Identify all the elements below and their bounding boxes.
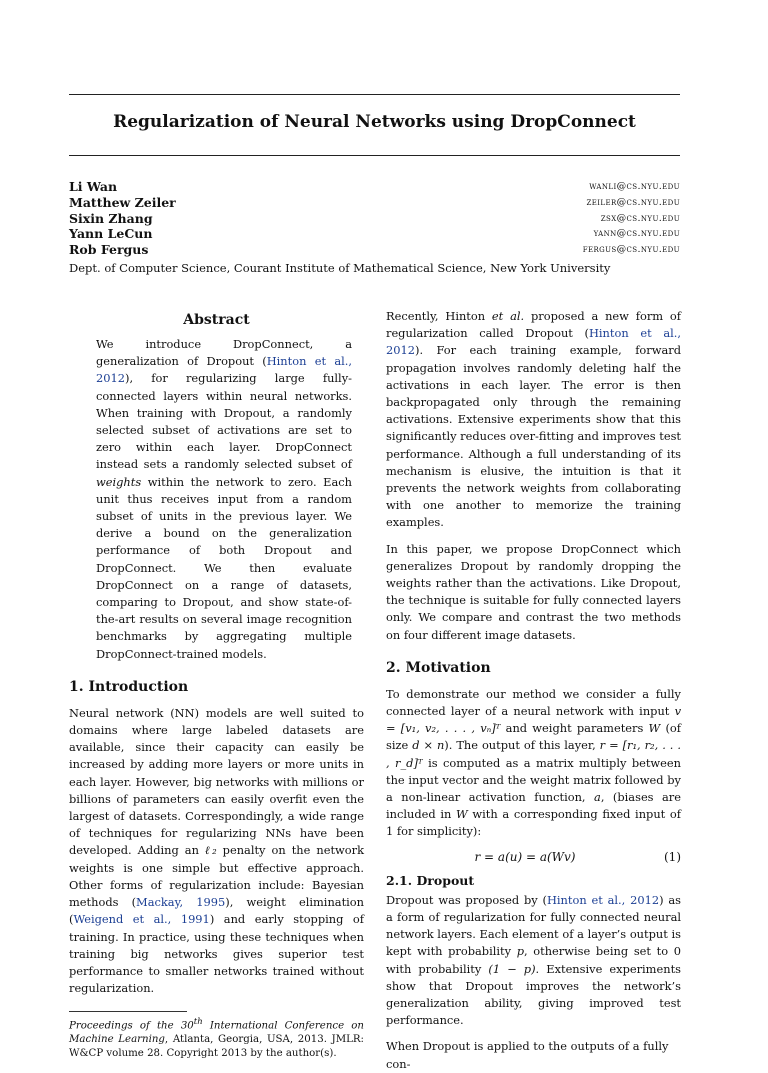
section-heading-motivation: 2. Motivation	[386, 659, 491, 676]
text-part: To demonstrate our method we consider a fully connected layer of a neural network with input	[386, 686, 681, 719]
author-name: Rob Fergus	[69, 242, 149, 258]
dropout-text	[386, 892, 681, 1030]
abstract-text-part: within the network to zero. Each unit thus receives input from a random subset of units in the previous layer. We derive a bound on the generalization performance of both Dropout and DropConnect. We then evaluate DropConnect on a range of datasets, comparing to Dropout, and show state-of-the-art results on several image recognition benchmarks by aggregating multiple DropConnect-trained models.	[96, 474, 352, 661]
abstract-text	[69, 336, 364, 663]
citation-link[interactable]: Weigend et al., 1991	[73, 912, 210, 927]
math-inline: r = [r₁, r₂, . . . , r_d]ᵀ	[386, 738, 681, 770]
author-name: Sixin Zhang	[69, 210, 153, 226]
top-rule	[69, 94, 680, 95]
equation-number: (1)	[664, 849, 681, 864]
paragraph-gap	[386, 532, 681, 541]
math-inline: a	[594, 790, 601, 805]
author-email: fergus@cs.nyu.edu	[582, 244, 680, 256]
footnote-part: International Conference on Machine Learning	[69, 1020, 364, 1046]
footnote-rule	[69, 1011, 187, 1012]
footnote	[69, 1016, 364, 1060]
author-email: zeiler@cs.nyu.edu	[586, 196, 680, 208]
paper-title: Regularization of Neural Networks using DropConnect	[113, 112, 636, 132]
text-part: Recently, Hinton	[386, 309, 492, 323]
affiliation: Dept. of Computer Science, Courant Institute of Mathematical Science, New York University	[69, 261, 611, 275]
intro-text-part: Neural network (NN) models are well suited to domains where large labeled datasets are available, since their capacity can easily be increased by adding more layers or more units in each layer. However, big networks with millions or billions of parameters can easily overfit even the largest of datasets. Correspondingly, a wide range of techniques for regularizing NNs have been developed. Adding an	[69, 705, 364, 858]
dropout-applied-text: When Dropout is applied to the outputs of a fully con-	[386, 1039, 669, 1071]
abstract-text-part: ), for regularizing large fully-connected layers within neural networks. When training with Dropout, a randomly selected subset of activations are set to zero within each layer. DropConnect instead sets a randomly selected subset of	[96, 371, 352, 472]
author-row	[69, 179, 680, 195]
abstract-heading: Abstract	[183, 312, 250, 328]
citation-link[interactable]: Hinton et al., 2012	[96, 354, 352, 386]
intro-continued-text	[386, 308, 681, 532]
subsection-heading-dropout: 2.1. Dropout	[386, 872, 475, 888]
abstract-text-part: We introduce DropConnect, a generalization of Dropout (	[96, 337, 352, 369]
intro-text-part: ) and early stopping of training. In practice, using these techniques when training big networks gives superior test performance to smaller networks trained without regularization.	[69, 912, 365, 996]
paragraph-gap	[386, 1029, 681, 1038]
author-row	[69, 226, 680, 242]
text-part: , (biases are included in	[386, 790, 681, 822]
emphasis: weights	[96, 474, 142, 489]
math-inline: W	[648, 721, 661, 736]
author-email: yann@cs.nyu.edu	[593, 228, 680, 240]
intro-text-part: penalty on the network weights is one simple but effective approach. Other forms of regularization include: Bayesian methods (	[69, 843, 364, 910]
text-part: ). For each training example, forward propagation involves randomly deleting half the activations in each layer. The error is then backpropagated only through the remaining activations. Extensive experiments show that this significantly reduces over-fitting and improves test performance. Although a full understanding of its mechanism is elusive, the intuition is that it prevents the network weights from collaborating with one another to memorize the training examples.	[386, 343, 681, 530]
footnote-part: Proceedings of the 30	[69, 1020, 194, 1032]
author-email: wanli@cs.nyu.edu	[589, 181, 680, 192]
text-part: . Extensive experiments show that Dropout improves the network’s generalization ability, giving improved test performance.	[386, 961, 681, 1028]
intro-text-part: ), weight elimination (	[69, 895, 364, 927]
citation-link[interactable]: Hinton et al., 2012	[546, 892, 660, 907]
text-part: and weight parameters	[500, 721, 649, 736]
equation-body: r = a(u) = a(Wv)	[474, 849, 576, 864]
author-email: zsx@cs.nyu.edu	[600, 212, 680, 224]
author-row	[69, 211, 680, 227]
math-inline: ℓ₂	[204, 843, 217, 858]
equation-1	[386, 845, 681, 869]
text-part: , otherwise being set to 0 with probability	[386, 944, 681, 976]
citation-link[interactable]: Mackay, 1995	[136, 895, 226, 910]
section-heading-introduction: 1. Introduction	[69, 678, 189, 695]
math-inline: d × n	[412, 738, 445, 753]
footnote-superscript: th	[193, 1017, 203, 1028]
title-rule	[69, 155, 680, 156]
author-row	[69, 242, 680, 258]
author-list	[69, 179, 680, 258]
math-inline: W	[456, 807, 468, 822]
math-inline: v = [v₁, v₂, . . . , vₙ]ᵀ	[386, 704, 681, 736]
author-name: Li Wan	[69, 179, 118, 194]
motivation-text	[386, 686, 681, 841]
author-row	[69, 195, 680, 211]
text-part: with a corresponding fixed input of 1 for simplicity):	[386, 807, 681, 839]
citation-link[interactable]: Hinton et al., 2012	[386, 326, 681, 358]
text-part: is computed as a matrix multiply between the input vector and the weight matrix followed by a non-linear activation function,	[386, 755, 681, 805]
author-name: Yann LeCun	[69, 226, 153, 242]
introduction-text	[69, 705, 364, 997]
text-part: Dropout was proposed by (	[386, 892, 547, 907]
author-name: Matthew Zeiler	[69, 194, 176, 210]
text-part: ) as a form of regularization for fully connected neural network layers. Each element of a layer’s output is kept with probability	[386, 892, 682, 959]
left-column	[69, 308, 364, 1060]
text-part: ). The output of this layer,	[444, 738, 600, 753]
footnote-part: , Atlanta, Georgia, USA, 2013. JMLR: W&CP volume 28. Copyright 2013 by the author(s).	[69, 1034, 364, 1059]
text-part: (of size	[386, 721, 681, 753]
emphasis: et al.	[491, 309, 525, 323]
intro-proposal-text: In this paper, we propose DropConnect which generalizes Dropout by randomly dropping the weights rather than the activations. Like Dropout, the technique is suitable for fully connected layers only. We compare and contrast the two methods on four different image datasets.	[386, 541, 681, 642]
right-column	[386, 308, 681, 1073]
math-inline: p	[516, 944, 524, 959]
math-inline: (1 − p)	[488, 961, 536, 976]
text-part: proposed a new form of regularization called Dropout (	[386, 309, 681, 341]
